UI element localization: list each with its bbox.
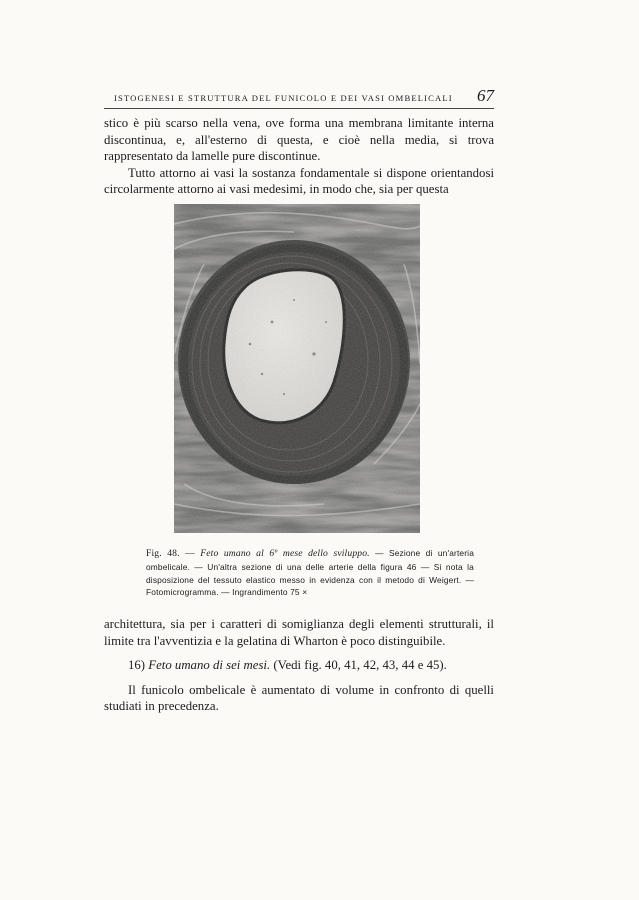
caption-label: Fig. 48. — — [146, 548, 195, 559]
caption-text: — Sezione di un'arteria ombelicale. — Un'altra sezione di una delle arterie della figura 46 — Si nota la disposizione del tessuto elastico messo in evidenza con il metodo di Weigert. — Fotomicrogramma. — Ingrandimento 75 × — [146, 548, 475, 598]
body-text-top — [104, 115, 494, 198]
page-number: 67 — [477, 86, 494, 105]
running-title: ISTOGENESI E STRUTTURA DEL FUNICOLO E DEI VASI OMBELICALI — [114, 93, 453, 103]
caption-title: Feto umano al 6º mese dello sviluppo. — [200, 548, 370, 559]
paragraph: stico è più scarso nella vena, ove forma una membrana limitante interna discontinua, e, all'esterno di questa, e cioè nella media, si trova rappresentato da lamelle pure discontinue. — [104, 116, 494, 164]
running-head — [104, 88, 494, 109]
paragraph: Il funicolo ombelicale è aumentato di volume in confronto di quelli studiati in precedenza. — [104, 682, 494, 714]
case-title: Feto umano di sei mesi. — [148, 658, 271, 673]
paragraph: architettura, sia per i caratteri di somiglianza degli elementi strutturali, il limite tra l'avventizia e la gelatina di Wharton è poco distinguibile. — [104, 617, 494, 648]
case-heading — [104, 657, 494, 674]
paragraph-text: Tutto attorno ai vasi la sostanza fondamentale si dispone orientandosi circolarmente attorno ai vasi medesimi, in modo che, sia per questa — [104, 165, 494, 197]
case-number: 16) — [128, 658, 146, 673]
body-text-bottom — [104, 616, 494, 715]
micrograph-image — [174, 204, 420, 533]
figure-caption — [146, 547, 474, 599]
case-reference: (Vedi fig. 40, 41, 42, 43, 44 e 45). — [273, 658, 447, 673]
paragraph — [104, 165, 494, 198]
figure-photomicrograph — [174, 204, 420, 533]
